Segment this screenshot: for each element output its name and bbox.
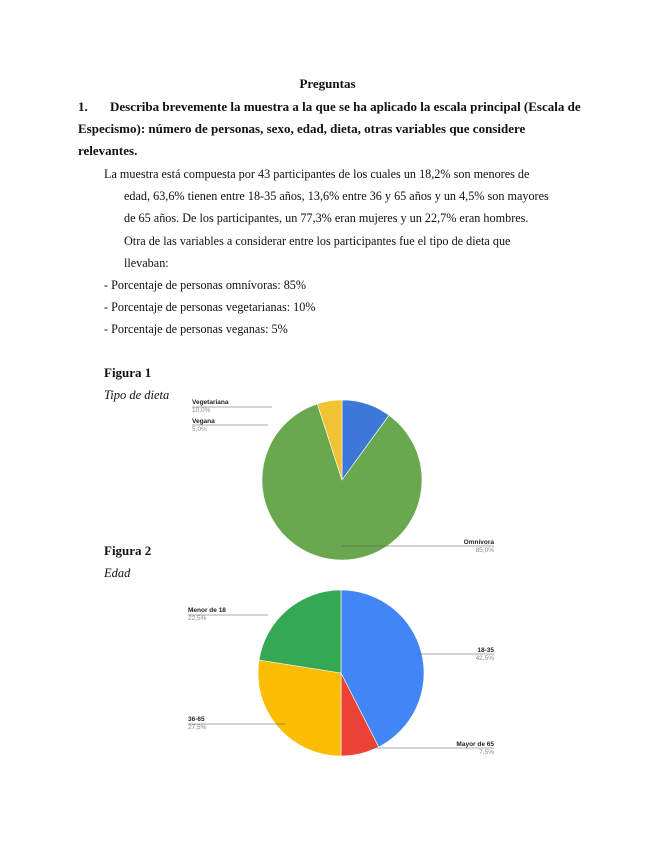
pie2-label-menor-18: Menor de 18 22,5% [188, 607, 226, 622]
figure-2-label: Figura 2 [104, 543, 152, 558]
pie1-label-omnivora: Omnívora 85,0% [463, 539, 494, 554]
answer-line: edad, 63,6% tienen entre 18-35 años, 13,6% entre 36 y 65 años y un 4,5% son mayores [124, 189, 549, 204]
figure-2-title: Edad [104, 566, 131, 580]
bullet-vegetarianas: - Porcentaje de personas vegetarianas: 10% [104, 300, 316, 314]
answer-line: de 65 años. De los participantes, un 77,3% eran mujeres y un 22,7% eran hombres. [124, 211, 529, 226]
pie1-label-vegana: Vegana 5,0% [192, 418, 215, 433]
pie2-slice-36-65 [258, 660, 341, 756]
figure-1-title: Tipo de dieta [104, 388, 170, 402]
pie1-label-vegetariana: Vegetariana 10,0% [192, 399, 229, 414]
bullet-omnivoras: - Porcentaje de personas omnívoras: 85% [104, 278, 307, 292]
pie2-label-36-65: 36-65 27,5% [188, 716, 207, 731]
bullet-veganas: - Porcentaje de personas veganas: 5% [104, 322, 288, 336]
figure-1-label: Figura 1 [104, 365, 152, 380]
question-text-line2: Especismo): número de personas, sexo, edad, dieta, otras variables que considere [78, 121, 526, 136]
pie2-label-mayor-65: Mayor de 65 7,5% [456, 741, 494, 756]
pie2-slice-menor-de-18 [259, 590, 341, 673]
answer-line: Otra de las variables a considerar entre los participantes fue el tipo de dieta que [124, 233, 511, 248]
answer-line: La muestra está compuesta por 43 participantes de los cuales un 18,2% son menores de [104, 167, 530, 181]
answer-line: llevaban: [124, 255, 169, 270]
pie2-label-18-35: 18-35 42,5% [475, 647, 494, 662]
question-number: 1. [78, 99, 88, 114]
page-title: Preguntas [299, 76, 356, 91]
question-text-line1: Describa brevemente la muestra a la que se ha aplicado la escala principal (Escala de [110, 99, 581, 114]
question-text-line3: relevantes. [78, 143, 138, 158]
